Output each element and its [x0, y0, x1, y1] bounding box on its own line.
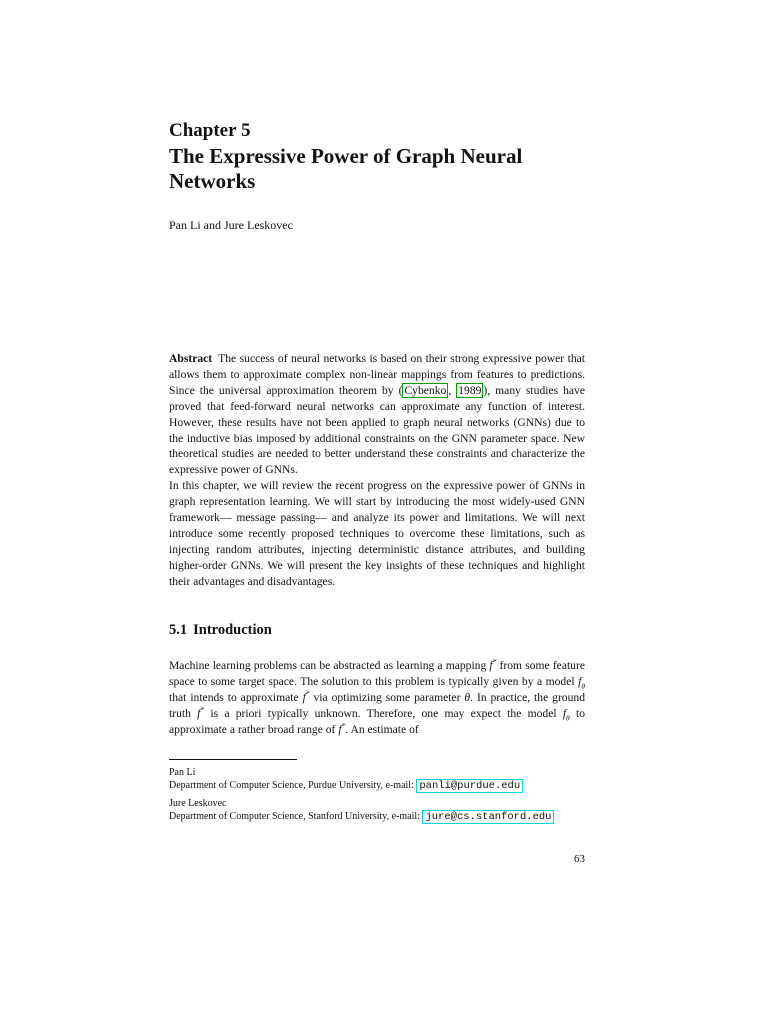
- abstract: [169, 351, 585, 590]
- footnote-name: Pan Li: [169, 767, 196, 778]
- email-link[interactable]: panli@purdue.edu: [416, 779, 523, 793]
- footnote-author-2: [169, 797, 585, 824]
- intro-text-4: via optimizing some parameter: [309, 690, 465, 704]
- abstract-paragraph-1: [169, 351, 585, 478]
- math-theta: θ: [464, 690, 471, 704]
- intro-text-3: that intends to approximate: [169, 690, 303, 704]
- footnote-author-1: [169, 766, 585, 793]
- chapter-authors: Pan Li and Jure Leskovec: [169, 218, 293, 232]
- section-heading: [169, 621, 585, 639]
- intro-text-2: from some feature space to some target space. The solution to this problem is typically given by a model: [169, 659, 585, 688]
- intro-text-5: . In practice, the ground truth: [169, 690, 585, 720]
- affiliation-text: Department of Computer Science, Purdue University, e-mail:: [169, 780, 417, 791]
- abstract-text-before-cite: The success of neural networks is based on their strong expressive power that allows them to approximate complex non-linear mappings from features to predictions. Since the universal approximation theorem by (: [169, 352, 585, 397]
- intro-paragraph: [169, 658, 585, 738]
- citation-separator: ,: [448, 383, 457, 397]
- citation-link-year[interactable]: 1989: [458, 383, 482, 397]
- math-f-star: f*: [197, 704, 205, 720]
- intro-text-8: . An estimate of: [345, 722, 419, 736]
- footnote-name: Jure Leskovec: [169, 798, 227, 809]
- math-f-star: f*: [338, 720, 346, 736]
- citation-link-author[interactable]: Cybenko: [404, 383, 447, 397]
- abstract-text-after-cite: ), many studies have proved that feed-forward neural networks can approximate any function of interest. However, these results have not been applied to graph neural networks (GNNs) due to the inductive bias imposed by additional constraints on the GNN parameter space. New theoretical studies are needed to better understand these constraints and characterize the expressive power of GNNs.: [169, 383, 585, 477]
- section-title: Introduction: [193, 622, 272, 638]
- intro-text: [169, 658, 585, 738]
- affiliation-text: Department of Computer Science, Stanford University, e-mail:: [169, 811, 423, 822]
- intro-text-6: is a priori typically unknown. Therefore, one may expect the model: [204, 706, 563, 720]
- footnote-rule: [169, 759, 297, 760]
- abstract-paragraph-2: In this chapter, we will review the recent progress on the expressive power of GNNs in graph representation learning. We will start by introducing the most widely-used GNN framework— message passing— and analyze its power and limitations. We will next introduce some recently proposed techniques to overcome these limitations, such as injecting random attributes, injecting deterministic distance attributes, and building higher-order GNNs. We will present the key insights of these techniques and highlight their advantages and disadvantages.: [169, 479, 585, 588]
- section-number: 5.1: [169, 622, 188, 638]
- math-f-theta: $f_\theta$: [578, 674, 585, 691]
- intro-text-7: to approximate a rather broad range of: [169, 706, 585, 736]
- math-f-star: f*: [302, 688, 310, 704]
- math-f-theta: $f_\theta$: [562, 706, 570, 723]
- math-f-star: f*: [489, 657, 497, 672]
- chapter-title: The Expressive Power of Graph Neural Networks: [169, 144, 523, 193]
- page-number: 63: [574, 853, 585, 865]
- intro-text-1: Machine learning problems can be abstracted as learning a mapping: [169, 659, 490, 672]
- abstract-label: Abstract: [169, 352, 213, 365]
- footnote-affiliation: [169, 779, 585, 793]
- footnote-affiliation: [169, 810, 585, 824]
- email-link[interactable]: jure@cs.stanford.edu: [422, 810, 554, 824]
- chapter-number: Chapter 5: [169, 120, 251, 141]
